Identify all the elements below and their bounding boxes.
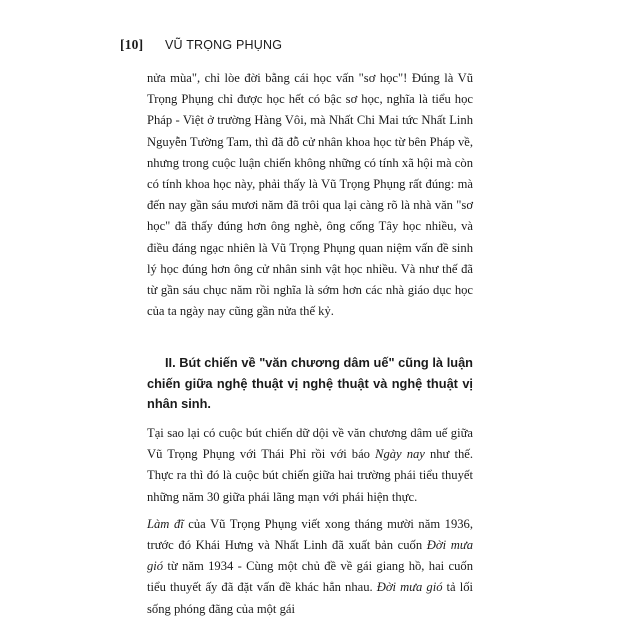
paragraph-3-text-f: tả lối sống phóng đãng của một gái	[147, 580, 473, 616]
paragraph-3-italic-title-1: Làm đĩ	[147, 516, 184, 531]
section-heading	[147, 353, 473, 415]
running-header	[120, 37, 282, 53]
page-number: [10]	[120, 37, 144, 52]
page-body	[147, 68, 473, 620]
running-title: VŨ TRỌNG PHỤNG	[164, 38, 283, 52]
section-heading-text: II. Bút chiến về "văn chương dâm uế" cũng là luận chiến giữa nghệ thuật vị nghệ thuật và nghệ thuật vị nhân sinh.	[147, 355, 473, 412]
paragraph-2-italic-title: Ngày nay	[375, 447, 425, 462]
paragraph-3-text-b: của Vũ Trọng Phụng viết xong tháng mười năm 1936, trước đó Khái Hưng và Nhất Linh đã xuất bản cuốn	[147, 516, 473, 552]
paragraph-3	[147, 514, 473, 620]
paragraph-2	[147, 423, 473, 508]
paragraph-2-text-a: Tại sao lại có cuộc bút chiến dữ dội về văn chương dâm uế giữa Vũ Trọng Phụng với Thái Phỉ rồi với báo	[147, 425, 473, 462]
paragraph-3-text-d: từ năm 1934 - Cùng một chủ đề về gái giang hồ, hai cuốn tiểu thuyết ấy đã đặt vấn đề khác hẳn nhau.	[147, 559, 473, 595]
paragraph-3-italic-title-2: Đời mưa gió	[147, 537, 473, 574]
paragraph-1: nửa mùa", chỉ lòe đời bằng cái học vấn "sơ học"! Đúng là Vũ Trọng Phụng chỉ được học hết có bậc sơ học, nghĩa là tiểu học Pháp - Việt ở trường Hàng Vôi, mà Nhất Chi Mai tức Nhất Linh Nguyễn Tường Tam, thì đã đỗ cử nhân khoa học từ bên Pháp về, nhưng trong cuộc luận chiến không những có tính xã hội mà còn có tính khoa học này, phải thấy là Vũ Trọng Phụng rất đúng: mà đến nay gần sáu mươi năm đã trôi qua lại càng rõ là nhà văn "sơ học" đã thấy đúng hơn ông nghè, ông cống Tây học nhiều, và điều đáng ngạc nhiên là Vũ Trọng Phụng quan niệm vấn đề sinh lý học đúng hơn ông cử nhân sinh vật học nhiều. Và như thế đã từ gần sáu chục năm rồi nghĩa là sớm hơn các nhà giáo dục học của ta ngày nay cũng gần nửa thế kỷ.	[147, 71, 473, 319]
paragraph-2-text-c: như thế. Thực ra thì đó là cuộc bút chiến giữa hai trường phái tiểu thuyết những năm 30 giữa phái lãng mạn với phái hiện thực.	[147, 447, 473, 504]
paragraph-3-italic-title-3: Đời mưa gió	[376, 580, 443, 595]
